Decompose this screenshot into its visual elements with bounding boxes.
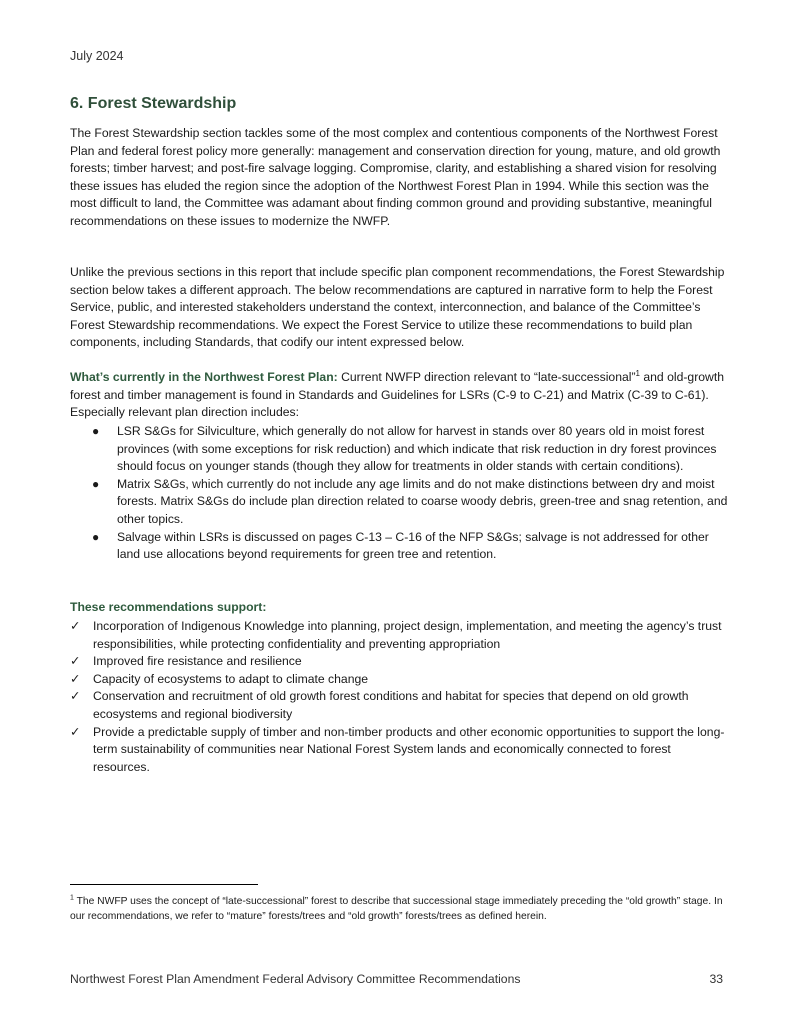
footnote-divider [70,884,258,885]
supports-check-list [70,618,730,776]
page-number: 33 [709,972,723,986]
current-plan-label: What’s currently in the Northwest Forest Plan: [70,370,338,384]
list-item: ● LSR S&Gs for Silviculture, which generally do not allow for harvest in stands over 80 years old in moist forest provinces (with some exceptions for risk reduction) and which indicate that risk reduction in dry forest provinces should focus on younger stands (though they allow for treatments in older stands with certain conditions). [92,424,717,474]
checkmark-icon: ✓ [70,689,81,704]
page-footer [70,972,723,986]
current-plan-text-continued: and old-growth forest and timber management is found in Standards and Guidelines for LSRs (C-9 to C-21) and Matrix (C-39 to C-61). Especially relevant plan direction includes: [70,370,724,420]
section-title: 6. Forest Stewardship [70,95,237,112]
intro-paragraph: The Forest Stewardship section tackles some of the most complex and contentious components of the Northwest Forest Plan and federal forest policy more generally: management and conservation direction for young, mature, and old growth forests; timber harvest; and post-fire salvage logging. Compromise, clarity, and establishing a shared vision for resolving these issues has eluded the region since the adoption of the Northwest Forest Plan in 1994. While this section was the most difficult to land, the Committee was adamant about finding common ground and providing substantive, meaningful recommendations on these issues to modernize the NWFP. [70,126,721,228]
current-plan-paragraph [70,369,730,422]
list-item: ● Matrix S&Gs, which currently do not include any age limits and do not make distinctions between dry and moist forests. Matrix S&Gs do include plan direction related to coarse woody debris, green-tree and snag retention, and other topics. [92,476,728,526]
footnote-reference[interactable]: 1 [635,368,640,378]
bullet-dot-icon: ● [92,476,100,491]
current-plan-text: Current NWFP direction relevant to “late-successional” [337,370,636,384]
list-item: ● Salvage within LSRs is discussed on pages C-13 – C-16 of the NFP S&Gs; salvage is not addressed for other land use allocations beyond requirements for green tree and retention. [92,529,709,562]
footnote-text: The NWFP uses the concept of “late-successional” forest to describe that successional stage immediately preceding the “old growth” stage. In our recommendations, we refer to “mature” forests/trees and “old growth” forests/trees as defined herein. [70,896,723,922]
footer-title: Northwest Forest Plan Amendment Federal Advisory Committee Recommendations [70,972,521,986]
checkmark-icon: ✓ [70,724,81,739]
list-item: ✓ Provide a predictable supply of timber and non-timber products and other economic opportunities to support the long-term sustainability of communities near National Forest System lands and economically connected to forest resources. [70,724,725,774]
list-item: ✓ Capacity of ecosystems to adapt to climate change [70,671,730,689]
checkmark-icon: ✓ [70,619,81,633]
checkmark-icon: ✓ [70,671,81,686]
bullet-dot-icon: ● [92,529,100,544]
list-item: ✓ Incorporation of Indigenous Knowledge into planning, project design, implementation, and meeting the agency’s trust responsibilities, while protecting confidentiality and preventing appropriation [70,619,722,651]
bullet-dot-icon: ● [92,424,100,438]
supports-label: These recommendations support: [70,600,267,614]
checkmark-icon: ✓ [70,654,81,669]
approach-paragraph: Unlike the previous sections in this report that include specific plan component recommendations, the Forest Stewardship section below takes a different approach. The below recommendations are captured in narrative form to help the Forest Service, public, and interested stakeholders understand the context, interconnection, and balance of the Committee’s Forest Stewardship recommendations. We expect the Forest Service to utilize these recommendations to build plan components, including Standards, that codify our intent expressed below. [70,265,725,350]
footnote-number: 1 [70,894,74,902]
current-plan-bullet-list [70,423,730,564]
list-item: ✓ Improved fire resistance and resilience [70,653,730,671]
header-date: July 2024 [70,49,124,63]
footnote [70,894,730,924]
list-item: ✓ Conservation and recruitment of old growth forest conditions and habitat for species that depend on old growth ecosystems and regional biodiversity [70,689,689,721]
